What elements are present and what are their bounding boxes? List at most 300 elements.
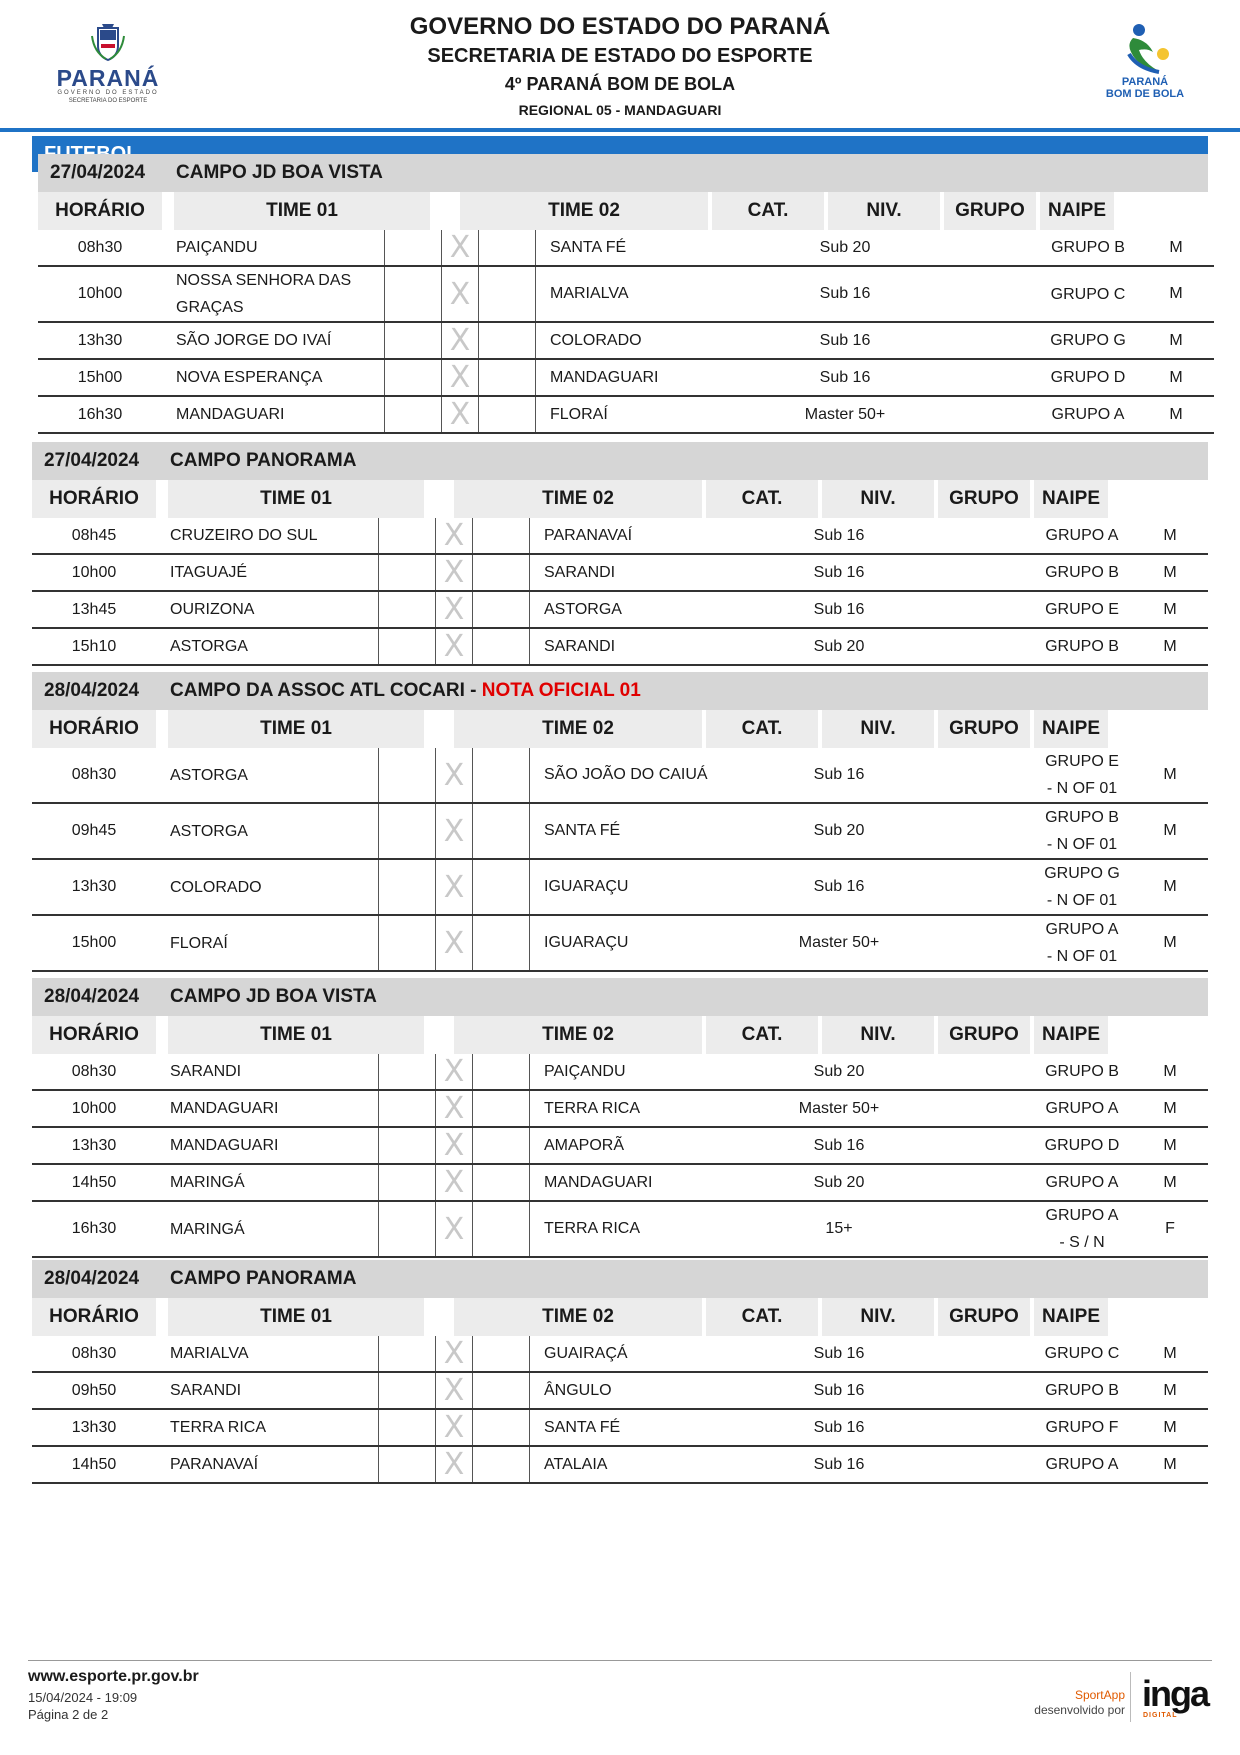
level: [904, 860, 1032, 914]
match-date: 28/04/2024: [44, 986, 140, 1007]
header-horario: HORÁRIO: [32, 480, 156, 518]
gender: M: [1163, 1418, 1177, 1436]
team-01-score-box: [378, 1373, 436, 1408]
header-grupo: GRUPO: [938, 1298, 1030, 1336]
team-01-score-box: [384, 323, 442, 358]
match-time: 09h45: [71, 822, 117, 839]
versus-icon: X: [443, 1128, 465, 1163]
versus-icon: X: [443, 1373, 465, 1408]
group-note: - N OF 01: [1046, 892, 1118, 909]
group-name: GRUPO A: [1045, 1100, 1119, 1117]
level: [904, 748, 1032, 802]
field-header: [32, 672, 1208, 710]
logo-line-2: BOM DE BOLA: [1105, 88, 1185, 100]
team-01-name: MARINGÁ: [170, 1174, 245, 1191]
field-name: CAMPO PANORAMA: [170, 1268, 357, 1289]
match-time: 16h30: [77, 405, 123, 423]
level: [904, 916, 1032, 970]
versus-icon: X: [443, 1211, 465, 1247]
team-01-name: COLORADO: [170, 878, 262, 896]
gender: M: [1163, 600, 1177, 618]
match-time: 08h30: [71, 1062, 117, 1080]
team-02-score-box: [472, 1447, 530, 1482]
match-row: [32, 1410, 1208, 1447]
match-list: [32, 518, 1208, 666]
team-02-name: IGUARAÇU: [544, 878, 629, 895]
level: [904, 1202, 1032, 1256]
secretariat-title: SECRETARIA DE ESTADO DO ESPORTE: [427, 45, 813, 67]
match-time: 14h50: [71, 1455, 117, 1473]
group-name: GRUPO G: [1044, 865, 1120, 882]
header-grupo: GRUPO: [938, 710, 1030, 748]
match-date: 28/04/2024: [44, 680, 140, 701]
category: Sub 16: [813, 1344, 865, 1362]
team-02-score-box: [472, 1410, 530, 1445]
team-01-score-box: [378, 916, 436, 970]
group-name: GRUPO E: [1045, 601, 1119, 618]
team-02-score-box: [472, 1336, 530, 1371]
match-list: [38, 230, 1214, 434]
team-01-score-box: [378, 1410, 436, 1445]
field-note-separator: -: [464, 680, 482, 701]
group: [1032, 1054, 1132, 1089]
match-row: [38, 397, 1214, 434]
match-row: [32, 916, 1208, 972]
gender: M: [1169, 238, 1183, 256]
team-01-score-box: [378, 748, 436, 802]
team-02-score-box: [472, 1202, 530, 1256]
logo-line-1: PARANÁ: [1121, 76, 1169, 88]
gender: M: [1169, 331, 1183, 349]
footer-divider: [28, 1660, 1212, 1661]
group-note: - N OF 01: [1046, 948, 1118, 965]
match-row: [32, 518, 1208, 555]
team-01-score-box: [384, 360, 442, 395]
versus-icon: X: [443, 592, 465, 627]
team-01-name: PARANAVAÍ: [170, 1456, 259, 1473]
header-cat: CAT.: [706, 480, 818, 518]
gender: M: [1163, 1455, 1177, 1473]
group: [1032, 518, 1132, 553]
page-header: [0, 0, 1240, 132]
team-02-name: ASTORGA: [544, 600, 622, 618]
team-02-score-box: [472, 1091, 530, 1126]
match-time: 10h00: [77, 285, 123, 302]
match-time: 14h50: [71, 1173, 117, 1191]
group-name: GRUPO A: [1045, 921, 1119, 938]
match-row: [32, 1373, 1208, 1410]
group-name: GRUPO B: [1045, 564, 1119, 581]
header-niv: NIV.: [822, 480, 934, 518]
group: [1032, 592, 1132, 627]
team-01-name: NOSSA SENHORA DAS GRAÇAS: [176, 272, 352, 316]
category: Sub 16: [813, 1381, 865, 1399]
group-note: - N OF 01: [1046, 836, 1118, 853]
match-list: [32, 748, 1208, 972]
bom-de-bola-logo: [1090, 22, 1200, 108]
level: [904, 1336, 1032, 1371]
team-01-name: SÃO JORGE DO IVAÍ: [176, 332, 332, 349]
field-name: CAMPO JD BOA VISTA: [170, 986, 377, 1007]
team-01-name: ASTORGA: [170, 822, 248, 840]
team-02-name: FLORAÍ: [550, 405, 608, 423]
team-02-score-box: [472, 748, 530, 802]
gender: M: [1163, 1344, 1177, 1362]
team-01-score-box: [378, 1202, 436, 1256]
team-01-name: NOVA ESPERANÇA: [176, 369, 323, 386]
group-name: GRUPO A: [1045, 527, 1119, 544]
team-02-name: MANDAGUARI: [544, 1173, 653, 1191]
match-time: 08h30: [71, 1344, 117, 1362]
team-02-name: ATALAIA: [544, 1455, 608, 1473]
column-header-row: [38, 192, 1214, 230]
versus-icon: X: [443, 757, 465, 793]
versus-icon: X: [443, 813, 465, 849]
header-cat: CAT.: [706, 1298, 818, 1336]
match-time: 08h45: [71, 526, 117, 544]
team-01-name: ITAGUAJÉ: [170, 564, 248, 581]
match-date: 28/04/2024: [44, 1268, 140, 1289]
level: [904, 629, 1032, 664]
team-02-name: TERRA RICA: [544, 1099, 641, 1117]
group: [1032, 1165, 1132, 1200]
header-horario: HORÁRIO: [32, 1298, 156, 1336]
group-name: GRUPO F: [1045, 1419, 1119, 1436]
team-01-name: SARANDI: [170, 1382, 242, 1399]
team-01-name: OURIZONA: [170, 601, 255, 618]
team-02-score-box: [472, 629, 530, 664]
versus-icon: X: [449, 276, 471, 312]
gender: M: [1163, 822, 1177, 839]
logo-subtitle: GOVERNO DO ESTADO: [57, 90, 159, 96]
match-time: 08h30: [77, 238, 123, 256]
column-header-row: [32, 1298, 1208, 1336]
category: Sub 16: [819, 368, 871, 386]
group: [1038, 397, 1138, 432]
header-time-01: TIME 01: [174, 192, 430, 230]
group-name: GRUPO C: [1050, 285, 1126, 303]
team-01-name: MARINGÁ: [170, 1220, 245, 1238]
team-02-name: MANDAGUARI: [550, 368, 659, 386]
regional-title: REGIONAL 05 - MANDAGUARI: [518, 102, 722, 118]
match-time: 13h45: [71, 600, 117, 618]
level: [904, 1373, 1032, 1408]
team-01-score-box: [378, 1128, 436, 1163]
group: [1032, 1410, 1132, 1445]
category: Sub 16: [813, 600, 865, 618]
group-name: GRUPO B: [1045, 1382, 1119, 1399]
group: [1032, 555, 1132, 590]
team-02-name: SÃO JOÃO DO CAIUÁ: [544, 766, 708, 783]
field-header: [32, 1260, 1208, 1298]
match-row: [38, 267, 1214, 323]
match-row: [32, 1091, 1208, 1128]
logo-subtitle-2: SECRETARIA DO ESPORTE: [68, 98, 148, 104]
versus-icon: X: [443, 1336, 465, 1371]
team-02-score-box: [472, 916, 530, 970]
match-time: 08h30: [71, 766, 117, 783]
header-time-02: TIME 02: [454, 710, 702, 748]
category: Master 50+: [804, 405, 886, 423]
level: [904, 1054, 1032, 1089]
versus-icon: X: [443, 1410, 465, 1445]
gender: M: [1163, 1062, 1177, 1080]
team-01-name: FLORAÍ: [170, 934, 228, 952]
group-name: GRUPO G: [1050, 332, 1126, 349]
header-time-01: TIME 01: [168, 710, 424, 748]
match-row: [32, 555, 1208, 592]
team-01-name: PAIÇANDU: [176, 239, 258, 256]
group-name: GRUPO A: [1051, 406, 1125, 423]
team-01-name: MANDAGUARI: [176, 406, 285, 423]
team-01-score-box: [378, 518, 436, 553]
team-02-name: SARANDI: [544, 637, 616, 655]
team-02-name: SARANDI: [544, 563, 616, 581]
level: [904, 1410, 1032, 1445]
team-01-score-box: [378, 860, 436, 914]
level: [904, 518, 1032, 553]
header-time-02: TIME 02: [454, 480, 702, 518]
team-02-score-box: [478, 397, 536, 432]
team-02-name: SANTA FÉ: [544, 822, 621, 839]
versus-icon: X: [443, 1447, 465, 1482]
group-name: GRUPO B: [1045, 809, 1119, 826]
parana-government-logo: [48, 22, 168, 104]
header-time-01: TIME 01: [168, 480, 424, 518]
header-cat: CAT.: [712, 192, 824, 230]
category: Sub 16: [813, 1455, 865, 1473]
match-row: [32, 860, 1208, 916]
group: [1032, 1091, 1132, 1126]
team-01-name: MANDAGUARI: [170, 1137, 279, 1154]
team-01-name: MARIALVA: [170, 1345, 249, 1362]
header-time-02: TIME 02: [454, 1298, 702, 1336]
header-horario: HORÁRIO: [32, 710, 156, 748]
match-row: [32, 1447, 1208, 1484]
team-02-score-box: [472, 804, 530, 858]
category: Sub 16: [819, 285, 871, 302]
team-02-name: SANTA FÉ: [550, 238, 627, 256]
match-row: [32, 1202, 1208, 1258]
group: [1032, 748, 1132, 802]
footer-separator: [1130, 1672, 1131, 1722]
field-name-wrap: [176, 154, 383, 192]
team-02-score-box: [478, 360, 536, 395]
footer-sportapp: SportApp: [1074, 1688, 1125, 1702]
level: [910, 323, 1038, 358]
match-time: 09h50: [71, 1381, 117, 1399]
group: [1032, 1202, 1132, 1256]
team-01-name: ASTORGA: [170, 766, 248, 784]
team-02-name: AMAPORÃ: [544, 1136, 625, 1154]
level: [910, 397, 1038, 432]
inga-logo: inga: [1142, 1673, 1209, 1714]
team-01-name: ASTORGA: [170, 638, 248, 655]
team-02-score-box: [472, 555, 530, 590]
versus-icon: X: [449, 323, 471, 358]
team-02-score-box: [478, 230, 536, 265]
team-02-score-box: [478, 267, 536, 321]
level: [904, 1165, 1032, 1200]
team-01-score-box: [378, 592, 436, 627]
match-list: [32, 1336, 1208, 1484]
gender: M: [1169, 368, 1183, 386]
footer-developed-by: desenvolvido por: [1034, 1703, 1125, 1717]
match-time: 13h30: [71, 1136, 117, 1154]
group-name: GRUPO D: [1050, 369, 1126, 386]
header-naipe: NAIPE: [1040, 192, 1114, 230]
versus-icon: X: [443, 1054, 465, 1089]
match-date: 27/04/2024: [50, 162, 146, 183]
match-row: [32, 1336, 1208, 1373]
team-02-score-box: [472, 1373, 530, 1408]
versus-icon: X: [443, 555, 465, 590]
versus-icon: X: [443, 1165, 465, 1200]
header-niv: NIV.: [822, 1298, 934, 1336]
team-02-score-box: [472, 1128, 530, 1163]
page-title: GOVERNO DO ESTADO DO PARANÁ: [409, 13, 831, 40]
category: Sub 16: [813, 766, 865, 783]
level: [904, 1447, 1032, 1482]
header-horario: HORÁRIO: [32, 1016, 156, 1054]
level: [904, 804, 1032, 858]
gender: M: [1163, 766, 1177, 783]
match-row: [32, 748, 1208, 804]
team-01-score-box: [378, 1165, 436, 1200]
team-02-name: COLORADO: [550, 331, 642, 349]
team-01-score-box: [384, 230, 442, 265]
team-02-name: TERRA RICA: [544, 1220, 641, 1237]
team-01-score-box: [384, 397, 442, 432]
versus-icon: X: [449, 397, 471, 432]
team-02-score-box: [472, 860, 530, 914]
level: [904, 1128, 1032, 1163]
team-02-score-box: [472, 1054, 530, 1089]
group: [1032, 1373, 1132, 1408]
group: [1032, 629, 1132, 664]
header-time-01: TIME 01: [168, 1016, 424, 1054]
gender: M: [1163, 1136, 1177, 1154]
team-01-score-box: [378, 1447, 436, 1482]
header-cat: CAT.: [706, 710, 818, 748]
inga-logo-sub: DIGITAL: [1143, 1712, 1178, 1719]
gender: M: [1163, 878, 1177, 895]
field-name-wrap: [170, 442, 356, 480]
group: [1032, 916, 1132, 970]
team-01-score-box: [378, 1336, 436, 1371]
category: Sub 20: [813, 822, 865, 839]
state-crest-icon: [90, 22, 126, 62]
column-header-row: [32, 710, 1208, 748]
team-02-name: GUAIRAÇÁ: [544, 1344, 628, 1362]
gender: M: [1163, 526, 1177, 544]
column-header-row: [32, 480, 1208, 518]
footer-page-number: Página 2 de 2: [28, 1707, 109, 1722]
header-time-01: TIME 01: [168, 1298, 424, 1336]
group: [1032, 804, 1132, 858]
category: Sub 16: [819, 331, 871, 349]
level: [910, 267, 1038, 321]
header-time-02: TIME 02: [460, 192, 708, 230]
category: Sub 20: [813, 1173, 865, 1191]
header-naipe: NAIPE: [1034, 710, 1108, 748]
team-02-name: IGUARAÇU: [544, 934, 629, 951]
match-row: [32, 1165, 1208, 1202]
versus-icon: X: [443, 518, 465, 553]
match-date: 27/04/2024: [44, 450, 140, 471]
header-divider: [0, 128, 1240, 132]
gender: M: [1163, 934, 1177, 951]
header-naipe: NAIPE: [1034, 1016, 1108, 1054]
category: Sub 16: [813, 563, 865, 581]
group-name: GRUPO D: [1044, 1137, 1120, 1154]
versus-icon: X: [443, 925, 465, 961]
official-note: NOTA OFICIAL 01: [481, 680, 641, 701]
gender: M: [1163, 1381, 1177, 1399]
gender: M: [1163, 1173, 1177, 1191]
gender: M: [1163, 1099, 1177, 1117]
header-grupo: GRUPO: [938, 480, 1030, 518]
match-time: 15h00: [77, 368, 123, 386]
field-header: [32, 442, 1208, 480]
group-name: GRUPO B: [1045, 638, 1119, 655]
match-time: 10h00: [71, 563, 117, 581]
level: [910, 360, 1038, 395]
group: [1032, 860, 1132, 914]
group-name: GRUPO A: [1045, 1456, 1119, 1473]
match-row: [38, 360, 1214, 397]
group: [1038, 360, 1138, 395]
match-row: [32, 804, 1208, 860]
team-02-score-box: [472, 592, 530, 627]
header-niv: NIV.: [822, 1016, 934, 1054]
gender: M: [1169, 285, 1183, 302]
category: Master 50+: [798, 1099, 880, 1117]
team-02-name: PARANAVAÍ: [544, 526, 633, 544]
category: Sub 16: [813, 1418, 865, 1436]
team-01-score-box: [378, 804, 436, 858]
category: Sub 20: [813, 1062, 865, 1080]
footer-website-link[interactable]: www.esporte.pr.gov.br: [28, 1668, 199, 1685]
category: 15+: [825, 1220, 853, 1237]
versus-icon: X: [449, 230, 471, 265]
match-time: 16h30: [71, 1220, 117, 1237]
header-horario: HORÁRIO: [38, 192, 162, 230]
category: Sub 16: [813, 1136, 865, 1154]
field-name: CAMPO PANORAMA: [170, 450, 357, 471]
header-naipe: NAIPE: [1034, 1298, 1108, 1336]
header-grupo: GRUPO: [938, 1016, 1030, 1054]
team-01-score-box: [378, 1054, 436, 1089]
match-time: 10h00: [71, 1099, 117, 1117]
match-row: [32, 592, 1208, 629]
category: Sub 16: [813, 526, 865, 544]
level: [904, 1091, 1032, 1126]
team-01-name: SARANDI: [170, 1063, 242, 1080]
group-name: GRUPO E: [1045, 753, 1119, 770]
gender: M: [1163, 637, 1177, 655]
header-time-02: TIME 02: [454, 1016, 702, 1054]
match-row: [38, 230, 1214, 267]
gender: M: [1169, 405, 1183, 423]
versus-icon: X: [443, 869, 465, 905]
group: [1038, 267, 1138, 321]
group-name: GRUPO C: [1044, 1345, 1120, 1362]
team-02-score-box: [472, 518, 530, 553]
team-02-score-box: [472, 1165, 530, 1200]
team-02-name: MARIALVA: [550, 285, 629, 302]
group-name: GRUPO A: [1045, 1174, 1119, 1191]
